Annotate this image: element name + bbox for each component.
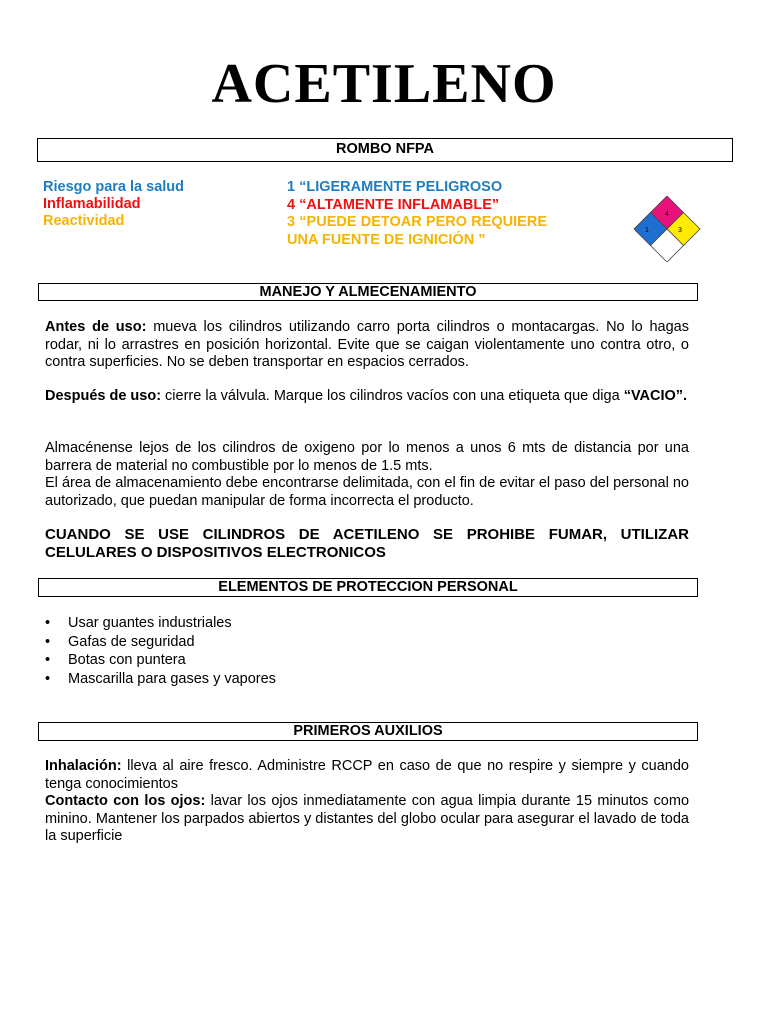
diamond-health-number: 1 [645,227,649,234]
before-use-paragraph [45,319,689,372]
storage-paragraph-2: El área de almacenamiento debe encontrarse delimitada, con el fin de evitar el paso del personal no autorizado, que puedan manipular de forma incorrecta el producto. [45,475,689,509]
bullet-icon: • [45,652,51,668]
health-value: 1 “LIGERAMENTE PELIGROSO [287,179,503,195]
bullet-icon: • [45,670,51,687]
before-use-label: Antes de uso: [45,319,147,335]
storage-paragraph-1: Almacénense lejos de los cilindros de oxigeno por lo menos a unos 6 mts de distancia por una barrera de material no combustible por lo menos de 1.5 mts. [45,440,689,474]
page-title: ACETILENO [211,53,557,115]
bullet-icon: • [45,615,51,631]
section-header-nfpa: ROMBO NFPA [37,138,733,162]
ppe-item-label: Botas con puntera [68,652,186,668]
inhalation-text: lleva al aire fresco. Administre RCCP en caso de que no respire y siempre y cuando tenga conocimientos [45,758,689,792]
after-use-bold: “VACIO”. [623,388,688,404]
reactivity-label: Reactividad [43,213,125,229]
list-item [45,633,276,652]
after-use-paragraph [45,388,689,406]
nfpa-labels [43,179,184,230]
warning-paragraph: CUANDO SE USE CILINDROS DE ACETILENO SE PROHIBE FUMAR, UTILIZAR CELULARES O DISPOSITIVOS ELECTRONICOS [45,526,689,561]
before-use-text: mueva los cilindros utilizando carro porta cilindros o montacargas. No lo hagas rodar, ni lo arrastres en posición horizontal. Evite que se caigan violentamente uno contra otro, o contra superficies. No se deben transportar en espacios cerrados. [45,319,689,370]
ppe-item-label: Gafas de seguridad [68,633,195,650]
eye-contact-label: Contacto con los ojos: [45,793,206,809]
diamond-flammability-number: 4 [665,211,669,218]
nfpa-values [287,179,547,249]
flammability-value: 4 “ALTAMENTE INFLAMABLE” [287,196,500,213]
eye-contact-text: lavar los ojos inmediatamente con agua limpia durante 15 minutos como minino. Mantener los parpados abiertos y distantes del globo ocular para asegurar el lavado de toda la superficie [45,793,690,844]
inhalation-paragraph [45,758,689,793]
ppe-item-label: Usar guantes industriales [68,615,232,631]
section-header-handling: MANEJO Y ALMECENAMIENTO [38,283,698,301]
after-use-text: cierre la válvula. Marque los cilindros vacíos con una etiqueta que diga [161,388,624,404]
section-header-first-aid: PRIMEROS AUXILIOS [38,722,698,741]
nfpa-diamond-icon [632,196,702,262]
bullet-icon: • [45,633,51,650]
diamond-reactivity-number: 3 [678,227,682,234]
inhalation-label: Inhalación: [45,758,122,774]
list-item [45,651,276,670]
section-header-ppe: ELEMENTOS DE PROTECCION PERSONAL [38,578,698,597]
eye-contact-paragraph [45,793,689,846]
health-label: Riesgo para la salud [43,179,185,195]
list-item [45,670,276,689]
after-use-label: Después de uso: [45,388,162,404]
list-item [45,614,276,633]
reactivity-value: 3 “PUEDE DETOAR PERO REQUIERE UNA FUENTE DE IGNICIÓN ” [287,214,547,248]
ppe-list [45,614,276,688]
ppe-item-label: Mascarilla para gases y vapores [68,670,276,687]
flammability-label: Inflamabilidad [43,196,141,212]
